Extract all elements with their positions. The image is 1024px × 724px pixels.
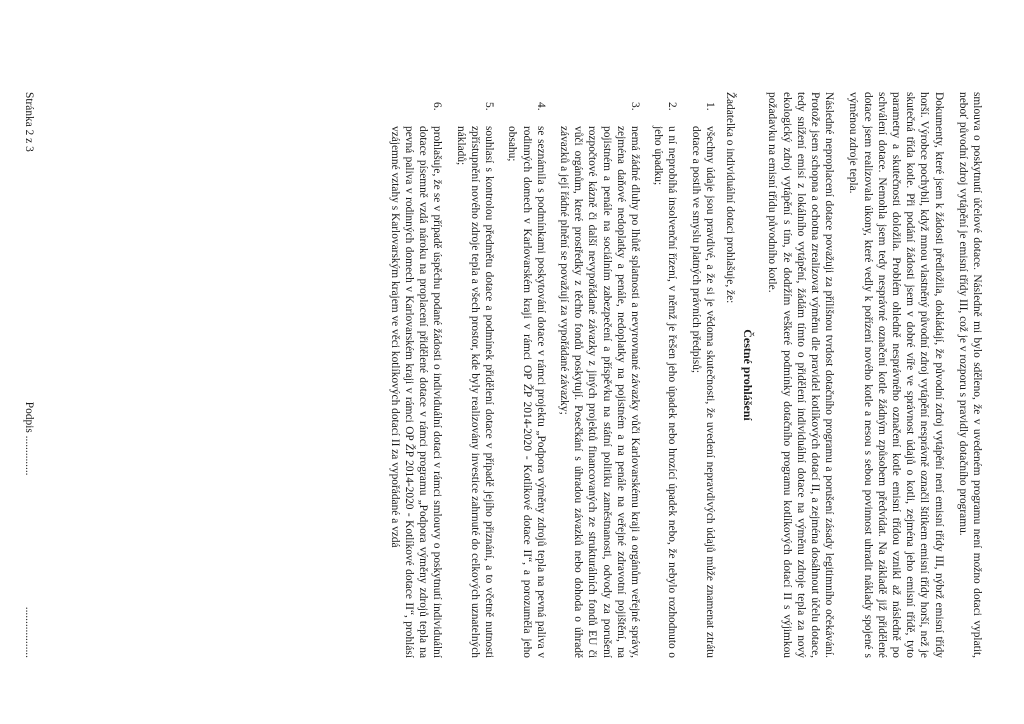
list-text: souhlasí s kontrolou předmětu dotace a podmínek přidělení dotace v případě jejího přiznání, a to včetně nutnosti zpřístupnění nového zdroje tepla a všech prostor, kde byly realizovány investice zahrnuté do celkových uznatelných nákladů; bbox=[454, 126, 496, 658]
paragraph-3: Následné neproplacení dotace považuji za přílišnou tvrdost dotačního programu a porušení zásady legitimního očekávání. Protože jsem schopna a ochotna zrealizovat výměnu dle pravidel kotlíkových dotací II, a zejména dosáhnout účelu dotace, tedy snížení emisí z lokálního vytápění, žádám tímto o přidělení individuální dotace na výměnu zdroje tepla za nový ekologický zdroj vytápění s tím, že dodržím veškeré podmínky dotačního programu kotlíkových dotací II s výjimkou požadavku na emisní třídu původního kotle. bbox=[766, 92, 836, 658]
list-item bbox=[557, 92, 642, 658]
declaration-list bbox=[388, 92, 717, 658]
paragraph-2: Dokumenty, které jsem k žádosti předložila, dokládají, že původní zdroj vytápění není emisní třídy III, nýbrž emisní třídy horší. Výrobce pochybil, když mnou vlastněný původní zdroj vytápění nesprávně označil štítkem emisní třídy horší, než je skutečná třída kotle. Při podání žádosti jsem v dobré víře ve správnost údajů o kotli, zejména jeho emisní třídě, tyto parametry a skutečnosti doložila. Problém ohledně nesprávného označení kotle emisní třídou vznikl až následně po schválení dotace. Nemohla jsem tedy nesprávné označení kotle žádným způsobem předvídat. Na základě již přidělené dotace jsem realizovala úkony, které vedly k pořízení nového kotle a nesou s sebou povinnost uhradit náklady spojené s výměnou zdroje tepla. bbox=[847, 92, 945, 658]
list-number: 6. bbox=[431, 102, 444, 111]
signature-dots: .................. bbox=[23, 606, 36, 658]
page-footer bbox=[22, 92, 36, 658]
list-text: všechny údaje jsou pravdivé, a že si je vědoma skutečnosti, že uvedení nepravdivých údajů může znamenat ztrátu dotace a postih ve smyslu platných právních předpisů; bbox=[689, 126, 716, 658]
list-item bbox=[505, 92, 548, 658]
declaration-heading: Čestné prohlášení bbox=[741, 329, 756, 421]
list-item bbox=[388, 92, 445, 658]
list-text: prohlašuje, že se v případě úspěchu podané žádosti o individuální dotaci v rámci smlouvy o poskytnutí individuální dotace písemně vzdá nároku na proplacení přidělené dotace v rámci programu „Podpora výměny zdrojů tepla na pevná paliva v rodinných domech v Karlovarském kraji v rámci OP ŽP 2014-2020 - Kotlíkové dotace II“, prohlásí vzájemné vztahy s Karlovarským krajem ve věci kotlíkových dotací II za vypořádané a vzdá bbox=[388, 126, 444, 658]
list-number: 3. bbox=[628, 102, 641, 111]
list-number: 4. bbox=[534, 102, 547, 111]
signature-line: Podpis .............. bbox=[23, 401, 36, 476]
list-text: u ní neprobíhá insolvenční řízení, v němž je řešen jeho úpadek nebo hrozící úpadek nebo, že nebylo rozhodnuto o jeho úpadku; bbox=[652, 126, 679, 658]
list-text: se seznámila s podmínkami poskytování dotace v rámci projektu „Podpora výměny zdrojů tepla na pevná paliva v rodinných domech v Karlovarském kraji v rámci OP ŽP 2014-2020 - Kotlíkové dotace II“, a porozuměla jeho obsahu; bbox=[506, 126, 547, 658]
list-item bbox=[688, 92, 716, 658]
page-number: Stránka 2 z 3 bbox=[23, 92, 36, 152]
list-number: 5. bbox=[483, 102, 496, 111]
declaration-intro: Žadatelka o individuální dotaci prohlašuje, že: bbox=[723, 92, 736, 304]
list-item bbox=[454, 92, 497, 658]
list-text: nemá žádné dluhy po lhůtě splatnosti a nevyrovnané závazky vůči Karlovarskému kraji a orgánům veřejné správy, zejména daňové nedoplatky a penále, nedoplatky na pojistném a na penále na veřejné zdravotní pojištění, na pojistném a penále na sociálním zabezpečení a příspěvku na státní politiku zaměstnanosti, odvody za porušení rozpočtové kázně či další nevypořádané závazky z jiných projektů financovaných ze strukturálních fondů EU či vůči orgánům, které prostředky z těchto fondů poskytují. Posečkání s úhradou závazků nebo dohoda o úhradě závazků a její řádné plnění se považují za vypořádané závazky; bbox=[557, 126, 641, 658]
list-item bbox=[651, 92, 679, 658]
list-number: 2. bbox=[666, 102, 679, 111]
list-number: 1. bbox=[703, 102, 716, 111]
paragraph-1: smlouva o poskytnutí účelové dotace. Následně mi bylo sděleno, že v uvedeném programu není možno dotaci vyplatit, neboť původní zdroj vytápění je emisní třídy III, což je v rozporu s pravidly dotačního programu. bbox=[956, 92, 983, 658]
